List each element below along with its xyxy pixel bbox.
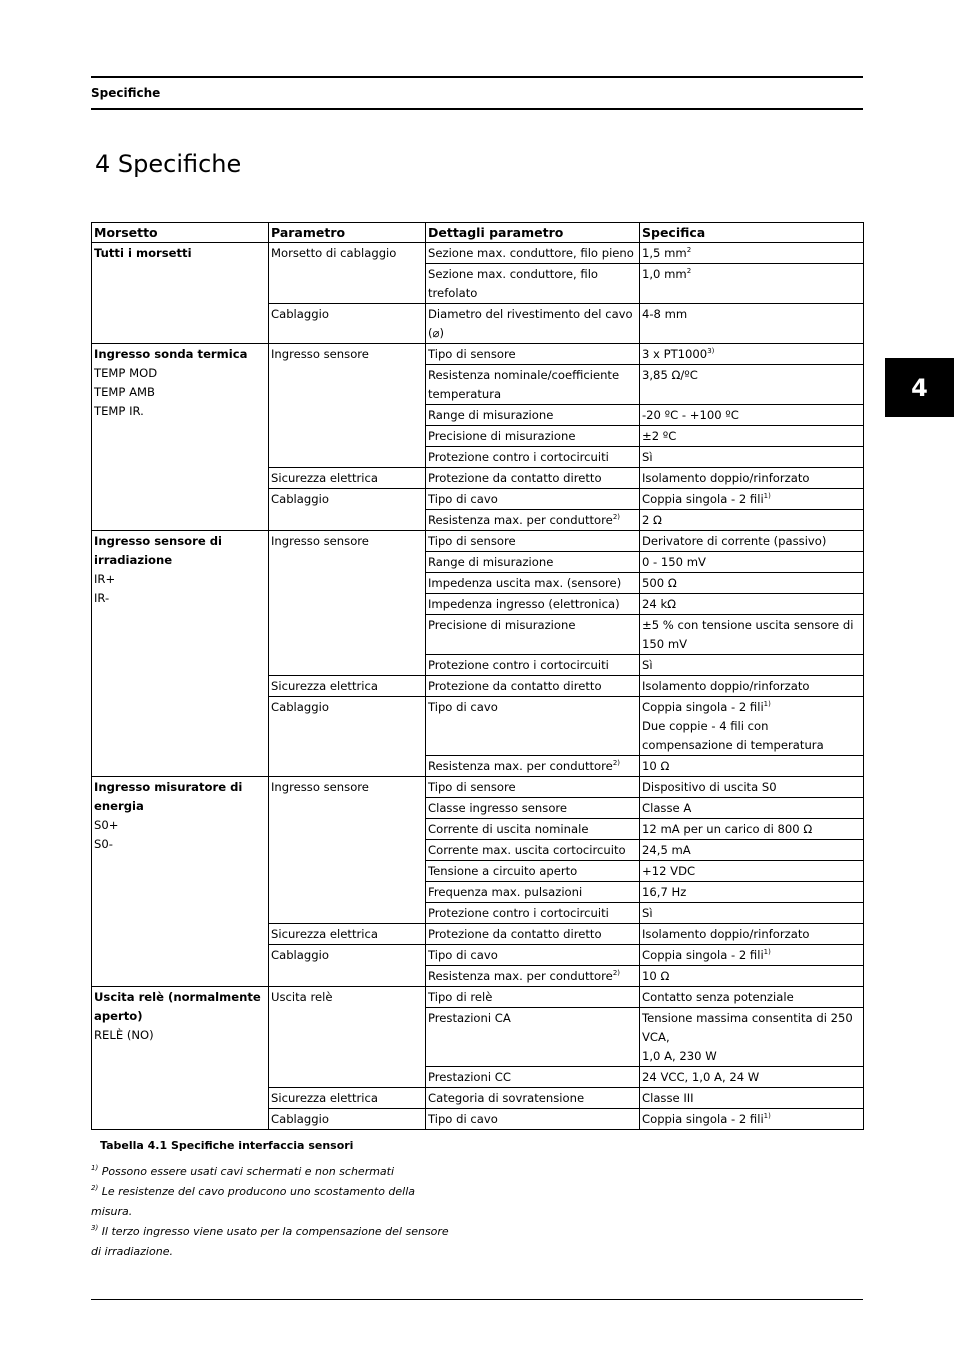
detail-text: Tipo di sensore xyxy=(428,534,516,548)
spec-value: Coppia singola - 2 fili xyxy=(642,948,764,962)
detail-cell xyxy=(426,1067,640,1088)
spec-value: 24 VCC, 1,0 A, 24 W xyxy=(642,1070,760,1084)
terminal-name: Uscita relè (normalmente aperto) xyxy=(94,990,261,1023)
spec-value: Derivatore di corrente (passivo) xyxy=(642,534,827,548)
chapter-tab: 4 xyxy=(885,358,954,417)
footnote-mark: 2) xyxy=(91,1184,99,1192)
detail-text: Protezione contro i cortocircuiti xyxy=(428,906,609,920)
table-row xyxy=(92,344,864,365)
detail-text: Resistenza max. per conduttore xyxy=(428,969,613,983)
detail-cell xyxy=(426,489,640,510)
detail-cell xyxy=(426,777,640,798)
spec-cell xyxy=(640,861,864,882)
spec-value-extra: Due coppie - 4 fili con compensazione di temperatura xyxy=(642,719,824,752)
footer-rule xyxy=(91,1299,863,1300)
detail-text: Resistenza max. per conduttore xyxy=(428,759,613,773)
spec-value: Contatto senza potenziale xyxy=(642,990,794,1004)
detail-cell xyxy=(426,655,640,676)
spec-value: 0 - 150 mV xyxy=(642,555,706,569)
parameter-cell: Uscita relè xyxy=(269,987,426,1088)
footnote xyxy=(91,1222,451,1262)
detail-text: Corrente di uscita nominale xyxy=(428,822,589,836)
terminal-name: Ingresso sonda termica xyxy=(94,347,248,361)
detail-cell xyxy=(426,861,640,882)
detail-cell xyxy=(426,344,640,365)
spec-value-extra: 1,0 A, 230 W xyxy=(642,1049,717,1063)
footnote-text: Il terzo ingresso viene usato per la compensazione del sensore di irradiazione. xyxy=(91,1225,449,1258)
detail-cell xyxy=(426,594,640,615)
spec-value: Isolamento doppio/rinforzato xyxy=(642,927,810,941)
parameter-cell: Ingresso sensore xyxy=(269,777,426,924)
header-bottom-rule xyxy=(91,108,863,110)
detail-cell xyxy=(426,615,640,655)
spec-cell xyxy=(640,510,864,531)
detail-cell xyxy=(426,1109,640,1130)
footnote-ref: 2 xyxy=(686,246,692,254)
spec-cell xyxy=(640,552,864,573)
footnote-ref: 1) xyxy=(763,700,771,708)
detail-text: Tipo di cavo xyxy=(428,948,498,962)
running-header: Specifiche xyxy=(91,86,161,100)
spec-cell xyxy=(640,798,864,819)
spec-value: Tensione massima consentita di 250 VCA, xyxy=(642,1011,853,1044)
table-row xyxy=(92,531,864,552)
detail-cell xyxy=(426,882,640,903)
footnote-mark: 3) xyxy=(91,1224,99,1232)
footnote-ref: 2) xyxy=(612,513,620,521)
detail-text: Range di misurazione xyxy=(428,555,554,569)
footnote-text: Possono essere usati cavi schermati e non schermati xyxy=(101,1165,395,1178)
table-row xyxy=(92,243,864,264)
spec-value: 1,0 mm xyxy=(642,267,687,281)
detail-cell xyxy=(426,676,640,697)
spec-value: 24,5 mA xyxy=(642,843,691,857)
parameter-cell: Morsetto di cablaggio xyxy=(269,243,426,304)
footnote xyxy=(91,1162,451,1182)
parameter-cell: Sicurezza elettrica xyxy=(269,468,426,489)
detail-cell xyxy=(426,243,640,264)
spec-cell xyxy=(640,655,864,676)
detail-cell xyxy=(426,1008,640,1067)
detail-text: Diametro del rivestimento del cavo (⌀) xyxy=(428,307,633,340)
footnote-ref: 3) xyxy=(707,347,715,355)
detail-text: Tensione a circuito aperto xyxy=(428,864,578,878)
footnote-ref: 2) xyxy=(612,969,620,977)
detail-text: Tipo di sensore xyxy=(428,780,516,794)
footnote xyxy=(91,1182,451,1222)
page-title: 4 Specifiche xyxy=(95,150,242,178)
spec-value: Classe A xyxy=(642,801,692,815)
terminal-label: IR+ xyxy=(94,572,116,586)
detail-text: Range di misurazione xyxy=(428,408,554,422)
detail-text: Protezione da contatto diretto xyxy=(428,471,602,485)
detail-cell xyxy=(426,903,640,924)
sensor-interface-spec-table xyxy=(91,222,864,1130)
spec-value: Coppia singola - 2 fili xyxy=(642,700,764,714)
parameter-cell: Cablaggio xyxy=(269,945,426,987)
terminal-label: IR- xyxy=(94,591,110,605)
terminal-cell xyxy=(92,243,269,344)
terminal-label: RELÈ (NO) xyxy=(94,1028,154,1042)
spec-cell xyxy=(640,447,864,468)
parameter-cell: Ingresso sensore xyxy=(269,344,426,468)
spec-cell xyxy=(640,1088,864,1109)
spec-value: Isolamento doppio/rinforzato xyxy=(642,471,810,485)
spec-cell xyxy=(640,1067,864,1088)
spec-value: -20 ºC - +100 ºC xyxy=(642,408,739,422)
spec-value: 10 Ω xyxy=(642,969,670,983)
footnote-mark: 1) xyxy=(91,1164,99,1172)
detail-text: Sezione max. conduttore, filo trefolato xyxy=(428,267,599,300)
detail-cell xyxy=(426,819,640,840)
detail-text: Prestazioni CA xyxy=(428,1011,511,1025)
detail-cell xyxy=(426,1088,640,1109)
spec-cell xyxy=(640,676,864,697)
terminal-label: TEMP IR. xyxy=(94,404,144,418)
spec-value: ±5 % con tensione uscita sensore di 150 mV xyxy=(642,618,854,651)
spec-value: Classe III xyxy=(642,1091,694,1105)
detail-cell xyxy=(426,756,640,777)
spec-cell xyxy=(640,531,864,552)
detail-text: Tipo di cavo xyxy=(428,700,498,714)
detail-text: Protezione da contatto diretto xyxy=(428,679,602,693)
spec-cell xyxy=(640,840,864,861)
detail-text: Tipo di cavo xyxy=(428,492,498,506)
spec-value: Sì xyxy=(642,658,653,672)
terminal-label: TEMP AMB xyxy=(94,385,155,399)
spec-value: 2 Ω xyxy=(642,513,662,527)
detail-cell xyxy=(426,966,640,987)
column-header: Specifica xyxy=(640,223,864,243)
parameter-cell: Ingresso sensore xyxy=(269,531,426,676)
detail-cell xyxy=(426,510,640,531)
spec-cell xyxy=(640,1008,864,1067)
footnote-text: Le resistenze del cavo producono uno scostamento della misura. xyxy=(91,1185,416,1218)
spec-cell xyxy=(640,615,864,655)
spec-cell xyxy=(640,489,864,510)
spec-cell xyxy=(640,405,864,426)
spec-cell xyxy=(640,697,864,756)
terminal-cell xyxy=(92,531,269,777)
parameter-cell: Cablaggio xyxy=(269,1109,426,1130)
spec-cell xyxy=(640,945,864,966)
detail-cell xyxy=(426,531,640,552)
terminal-cell xyxy=(92,987,269,1130)
detail-cell xyxy=(426,304,640,344)
spec-cell xyxy=(640,365,864,405)
detail-text: Tipo di relè xyxy=(428,990,493,1004)
spec-value: ±2 ºC xyxy=(642,429,677,443)
terminal-cell xyxy=(92,777,269,987)
detail-text: Impedenza uscita max. (sensore) xyxy=(428,576,622,590)
detail-text: Sezione max. conduttore, filo pieno xyxy=(428,246,634,260)
parameter-cell: Cablaggio xyxy=(269,304,426,344)
footnote-ref: 1) xyxy=(763,948,771,956)
spec-value: 10 Ω xyxy=(642,759,670,773)
detail-cell xyxy=(426,924,640,945)
spec-cell xyxy=(640,304,864,344)
spec-cell xyxy=(640,468,864,489)
detail-cell xyxy=(426,798,640,819)
detail-cell xyxy=(426,447,640,468)
spec-value: Coppia singola - 2 fili xyxy=(642,1112,764,1126)
detail-text: Protezione da contatto diretto xyxy=(428,927,602,941)
spec-cell xyxy=(640,819,864,840)
terminal-name: Ingresso sensore di irradiazione xyxy=(94,534,223,567)
spec-value: 3,85 Ω/ºC xyxy=(642,368,698,382)
table-caption: Tabella 4.1 Specifiche interfaccia sensori xyxy=(100,1139,354,1152)
spec-cell xyxy=(640,777,864,798)
detail-cell xyxy=(426,552,640,573)
footnote-ref: 1) xyxy=(763,492,771,500)
detail-text: Corrente max. uscita cortocircuito xyxy=(428,843,626,857)
terminal-name: Tutti i morsetti xyxy=(94,246,192,260)
footnote-ref: 2) xyxy=(612,759,620,767)
spec-cell xyxy=(640,344,864,365)
detail-text: Tipo di sensore xyxy=(428,347,516,361)
spec-cell xyxy=(640,426,864,447)
spec-value: 1,5 mm xyxy=(642,246,687,260)
detail-cell xyxy=(426,987,640,1008)
terminal-name: Ingresso misuratore di energia xyxy=(94,780,243,813)
detail-text: Impedenza ingresso (elettronica) xyxy=(428,597,620,611)
spec-cell xyxy=(640,903,864,924)
header-top-rule xyxy=(91,76,863,78)
terminal-label: S0- xyxy=(94,837,113,851)
spec-value: 500 Ω xyxy=(642,576,677,590)
spec-value: 4-8 mm xyxy=(642,307,688,321)
spec-cell xyxy=(640,756,864,777)
spec-cell xyxy=(640,924,864,945)
detail-text: Categoria di sovratensione xyxy=(428,1091,585,1105)
spec-value: Dispositivo di uscita S0 xyxy=(642,780,777,794)
spec-cell xyxy=(640,264,864,304)
parameter-cell: Cablaggio xyxy=(269,489,426,531)
detail-cell xyxy=(426,365,640,405)
detail-cell xyxy=(426,468,640,489)
terminal-label: TEMP MOD xyxy=(94,366,158,380)
spec-value: Sì xyxy=(642,450,653,464)
terminal-label: S0+ xyxy=(94,818,119,832)
spec-cell xyxy=(640,573,864,594)
spec-cell xyxy=(640,882,864,903)
parameter-cell: Sicurezza elettrica xyxy=(269,676,426,697)
footnote-ref: 2 xyxy=(686,267,692,275)
detail-text: Precisione di misurazione xyxy=(428,618,576,632)
spec-value: 12 mA per un carico di 800 Ω xyxy=(642,822,813,836)
footnote-ref: 1) xyxy=(763,1112,771,1120)
spec-cell xyxy=(640,243,864,264)
detail-text: Classe ingresso sensore xyxy=(428,801,568,815)
terminal-cell xyxy=(92,344,269,531)
detail-cell xyxy=(426,840,640,861)
spec-value: 16,7 Hz xyxy=(642,885,687,899)
detail-cell xyxy=(426,697,640,756)
spec-cell xyxy=(640,987,864,1008)
spec-value: +12 VDC xyxy=(642,864,696,878)
column-header: Parametro xyxy=(269,223,426,243)
spec-cell xyxy=(640,966,864,987)
spec-cell xyxy=(640,1109,864,1130)
detail-text: Frequenza max. pulsazioni xyxy=(428,885,583,899)
detail-cell xyxy=(426,264,640,304)
parameter-cell: Cablaggio xyxy=(269,697,426,777)
spec-cell xyxy=(640,594,864,615)
detail-text: Protezione contro i cortocircuiti xyxy=(428,658,609,672)
detail-cell xyxy=(426,426,640,447)
table-row xyxy=(92,777,864,798)
column-header: Morsetto xyxy=(92,223,269,243)
parameter-cell: Sicurezza elettrica xyxy=(269,924,426,945)
column-header: Dettagli parametro xyxy=(426,223,640,243)
detail-cell xyxy=(426,405,640,426)
spec-value: Coppia singola - 2 fili xyxy=(642,492,764,506)
spec-value: 3 x PT1000 xyxy=(642,347,708,361)
detail-cell xyxy=(426,573,640,594)
table-row xyxy=(92,987,864,1008)
detail-text: Resistenza max. per conduttore xyxy=(428,513,613,527)
detail-text: Prestazioni CC xyxy=(428,1070,511,1084)
table-header-row xyxy=(92,223,864,243)
detail-text: Tipo di cavo xyxy=(428,1112,498,1126)
detail-text: Resistenza nominale/coefficiente temperatura xyxy=(428,368,620,401)
spec-value: 24 kΩ xyxy=(642,597,677,611)
spec-value: Isolamento doppio/rinforzato xyxy=(642,679,810,693)
spec-value: Sì xyxy=(642,906,653,920)
parameter-cell: Sicurezza elettrica xyxy=(269,1088,426,1109)
footnotes xyxy=(91,1162,451,1262)
detail-cell xyxy=(426,945,640,966)
detail-text: Precisione di misurazione xyxy=(428,429,576,443)
detail-text: Protezione contro i cortocircuiti xyxy=(428,450,609,464)
